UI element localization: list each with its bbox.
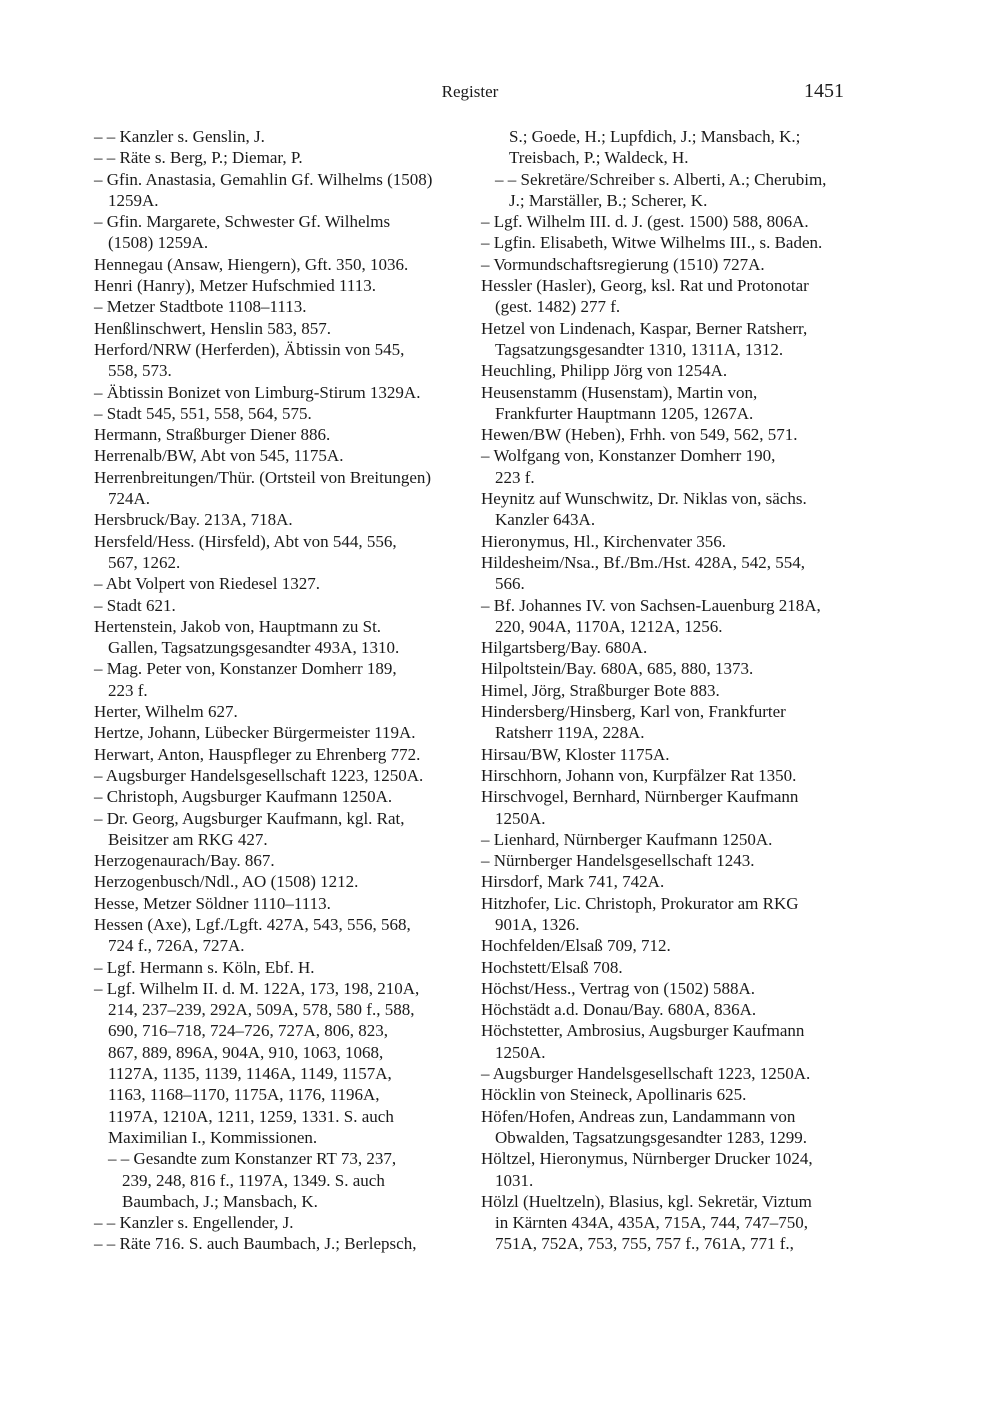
index-entry-line: Herrenalb/BW, Abt von 545, 1175A.: [94, 446, 344, 466]
index-entry-line: Tagsatzungsgesandter 1310, 1311A, 1312.: [495, 339, 784, 359]
index-entry-line: – Stadt 545, 551, 558, 564, 575.: [94, 403, 312, 423]
index-entry: [94, 850, 466, 871]
index-entry-line: Herzogenbusch/Ndl., AO (1508) 1212.: [94, 872, 359, 892]
index-entry: [94, 765, 466, 786]
index-entry: [481, 637, 853, 658]
index-entry: [481, 957, 853, 978]
index-entry: [94, 211, 466, 254]
index-entry: [481, 552, 853, 595]
index-entry: [481, 382, 853, 425]
index-entry-line: Obwalden, Tagsatzungsgesandter 1283, 1299.: [495, 1127, 807, 1147]
index-entry-line: – Augsburger Handelsgesellschaft 1223, 1250A.: [481, 1064, 811, 1084]
index-entry-line: Herwart, Anton, Hauspfleger zu Ehrenberg 772.: [94, 744, 421, 764]
index-entry-line: Maximilian I., Kommissionen.: [108, 1127, 318, 1147]
index-entry-line: in Kärnten 434A, 435A, 715A, 744, 747–750,: [495, 1213, 809, 1233]
index-entry: [94, 786, 466, 807]
index-entry-line: 214, 237–239, 292A, 509A, 578, 580 f., 588,: [108, 1000, 415, 1020]
index-entry: [94, 808, 466, 851]
index-entry: [94, 573, 466, 594]
index-entry-line: Hessen (Axe), Lgf./Lgft. 427A, 543, 556, 568,: [94, 914, 411, 934]
index-entry: [94, 147, 466, 168]
index-entry: [94, 722, 466, 743]
index-entry: [94, 978, 466, 1148]
index-entry: [481, 871, 853, 892]
index-entry-line: 1127A, 1135, 1139, 1146A, 1149, 1157A,: [108, 1064, 392, 1084]
index-entry: [481, 595, 853, 638]
index-entry: [481, 765, 853, 786]
index-entry-line: Hieronymus, Hl., Kirchenvater 356.: [481, 531, 727, 551]
index-entry-line: Hetzel von Lindenach, Kaspar, Berner Ratsherr,: [481, 318, 808, 338]
index-entry: [94, 403, 466, 424]
index-entry-line: Henri (Hanry), Metzer Hufschmied 1113.: [94, 276, 376, 296]
index-entry-line: Höchstetter, Ambrosius, Augsburger Kaufmann: [481, 1021, 805, 1041]
index-entry-line: – Vormundschaftsregierung (1510) 727A.: [481, 254, 765, 274]
index-entry-line: – Nürnberger Handelsgesellschaft 1243.: [481, 851, 755, 871]
index-entry-line: 690, 716–718, 724–726, 727A, 806, 823,: [108, 1021, 389, 1041]
index-entry-line: Hölzl (Hueltzeln), Blasius, kgl. Sekretär, Viztum: [481, 1191, 812, 1211]
index-entry: [481, 211, 853, 232]
index-entry-line: 901A, 1326.: [495, 914, 580, 934]
index-entry-line: – Gfin. Margarete, Schwester Gf. Wilhelms: [94, 212, 391, 232]
index-entry-line: – Christoph, Augsburger Kaufmann 1250A.: [94, 787, 393, 807]
index-entry: [481, 658, 853, 679]
index-entry: [94, 871, 466, 892]
index-entry-line: 223 f.: [108, 680, 148, 700]
index-entry: [94, 701, 466, 722]
running-head: Register: [441, 82, 499, 101]
index-entry-line: 239, 248, 816 f., 1197A, 1349. S. auch: [122, 1170, 385, 1190]
index-entry-line: 1250A.: [495, 808, 546, 828]
index-entry: [481, 232, 853, 253]
index-entry: [481, 935, 853, 956]
index-entry: [481, 978, 853, 999]
index-entry-line: Hirschhorn, Johann von, Kurpfälzer Rat 1350.: [481, 765, 797, 785]
index-entry: [481, 424, 853, 445]
index-entry-line: 1031.: [495, 1170, 534, 1190]
index-entry: [481, 360, 853, 381]
index-entry: [94, 169, 466, 212]
index-entry-line: (1508) 1259A.: [108, 233, 209, 253]
index-entry-line: Hertenstein, Jakob von, Hauptmann zu St.: [94, 616, 382, 636]
index-entry-line: 751A, 752A, 753, 755, 757 f., 761A, 771 f.,: [495, 1234, 794, 1254]
index-entry-line: 567, 1262.: [108, 552, 181, 572]
index-entry-line: 1163, 1168–1170, 1175A, 1176, 1196A,: [108, 1085, 380, 1105]
index-entry: [94, 126, 466, 147]
index-entry-line: Hesse, Metzer Söldner 1110–1113.: [94, 893, 331, 913]
index-entry-line: – Stadt 621.: [94, 595, 176, 615]
index-entry-line: – Abt Volpert von Riedesel 1327.: [94, 574, 321, 594]
index-entry-line: – Lgfin. Elisabeth, Witwe Wilhelms III., s. Baden.: [481, 233, 823, 253]
index-entry: [481, 1020, 853, 1063]
index-entry-line: Hersbruck/Bay. 213A, 718A.: [94, 510, 293, 530]
index-entry-line: – Metzer Stadtbote 1108–1113.: [94, 297, 307, 317]
index-entry-line: – Bf. Johannes IV. von Sachsen-Lauenburg 218A,: [481, 595, 821, 615]
index-entry-line: – Wolfgang von, Konstanzer Domherr 190,: [481, 446, 776, 466]
index-entry-line: Hennegau (Ansaw, Hiengern), Gft. 350, 1036.: [94, 254, 409, 274]
index-entry-line: Herrenbreitungen/Thür. (Ortsteil von Breitungen): [94, 467, 432, 487]
index-entry-line: – Augsburger Handelsgesellschaft 1223, 1250A.: [94, 765, 424, 785]
index-entry: [481, 1063, 853, 1084]
index-entry: [481, 744, 853, 765]
index-entry-line: Kanzler 643A.: [495, 510, 596, 530]
index-entry-line: Hindersberg/Hinsberg, Karl von, Frankfurter: [481, 702, 786, 722]
index-entry: [481, 275, 853, 318]
index-entry: [94, 914, 466, 957]
index-entry: [481, 318, 853, 361]
index-entry-line: Hochfelden/Elsaß 709, 712.: [481, 936, 671, 956]
index-entry-line: Baumbach, J.; Mansbach, K.: [122, 1191, 318, 1211]
index-entry: [94, 467, 466, 510]
index-entry: [481, 1148, 853, 1191]
index-entry: [94, 275, 466, 296]
index-entry-line: 1259A.: [108, 190, 159, 210]
index-column-right: [481, 126, 853, 1255]
index-entry: [94, 424, 466, 445]
index-entry-line: Heuchling, Philipp Jörg von 1254A.: [481, 361, 728, 381]
index-entry: [481, 999, 853, 1020]
index-entry-line: Hildesheim/Nsa., Bf./Bm./Hst. 428A, 542, 554,: [481, 552, 805, 572]
index-entry: [94, 1233, 466, 1254]
index-entry-line: Hirsdorf, Mark 741, 742A.: [481, 872, 665, 892]
index-entry: [94, 339, 466, 382]
index-entry-line: Ratsherr 119A, 228A.: [495, 723, 645, 743]
index-entry: [94, 616, 466, 659]
index-entry-line: – – Kanzler s. Genslin, J.: [94, 127, 265, 146]
index-column-left: [94, 126, 466, 1255]
index-entry: [481, 850, 853, 871]
index-entry: [481, 445, 853, 488]
index-entry-line: Hewen/BW (Heben), Frhh. von 549, 562, 571.: [481, 425, 798, 445]
index-entry: [481, 786, 853, 829]
index-entry-line: 867, 889, 896A, 904A, 910, 1063, 1068,: [108, 1042, 384, 1062]
index-entry-line: – Lgf. Hermann s. Köln, Ebf. H.: [94, 957, 315, 977]
index-entry-line: Heynitz auf Wunschwitz, Dr. Niklas von, sächs.: [481, 489, 807, 509]
index-entry-line: 724A.: [108, 489, 151, 509]
index-entry-line: 1250A.: [495, 1042, 546, 1062]
index-entry: [481, 169, 853, 212]
index-entry-line: Hitzhofer, Lic. Christoph, Prokurator am RKG: [481, 893, 799, 913]
index-entry-line: – – Räte 716. S. auch Baumbach, J.; Berlepsch,: [94, 1234, 417, 1254]
index-entry-line: 1197A, 1210A, 1211, 1259, 1331. S. auch: [108, 1106, 394, 1126]
index-entry: [481, 254, 853, 275]
index-entry-line: 223 f.: [495, 467, 535, 487]
index-entry-line: Hilpoltstein/Bay. 680A, 685, 880, 1373.: [481, 659, 754, 679]
index-entry-line: – Dr. Georg, Augsburger Kaufmann, kgl. Rat,: [94, 808, 405, 828]
index-entry-line: Herter, Wilhelm 627.: [94, 702, 238, 722]
index-entry-line: – Mag. Peter von, Konstanzer Domherr 189,: [94, 659, 397, 679]
index-entry-line: J.; Marställer, B.; Scherer, K.: [509, 190, 708, 210]
index-entry: [94, 1212, 466, 1233]
index-entry-line: Hochstett/Elsaß 708.: [481, 957, 623, 977]
index-entry: [94, 595, 466, 616]
index-entry-line: 220, 904A, 1170A, 1212A, 1256.: [495, 616, 723, 636]
index-entry-line: – – Räte s. Berg, P.; Diemar, P.: [94, 148, 303, 168]
index-entry: [94, 957, 466, 978]
index-entry-line: Himel, Jörg, Straßburger Bote 883.: [481, 680, 720, 700]
index-entry-line: – – Gesandte zum Konstanzer RT 73, 237,: [108, 1149, 397, 1169]
index-entry-line: Höchst/Hess., Vertrag von (1502) 588A.: [481, 978, 756, 998]
index-entry: [481, 1191, 853, 1255]
index-entry: [94, 254, 466, 275]
index-entry: [481, 701, 853, 744]
index-entry-line: 724 f., 726A, 727A.: [108, 936, 245, 956]
index-entry-line: – – Kanzler s. Engellender, J.: [94, 1213, 294, 1233]
index-entry-line: Herford/NRW (Herferden), Äbtissin von 545,: [94, 339, 405, 359]
index-entry: [481, 488, 853, 531]
index-entry-line: Beisitzer am RKG 427.: [108, 829, 268, 849]
index-entry-line: Hersfeld/Hess. (Hirsfeld), Abt von 544, 556,: [94, 531, 397, 551]
index-entry-line: Höchstädt a.d. Donau/Bay. 680A, 836A.: [481, 1000, 757, 1020]
index-entry-line: Heusenstamm (Husenstam), Martin von,: [481, 382, 758, 402]
index-entry-line: Hertze, Johann, Lübecker Bürgermeister 119A.: [94, 723, 416, 743]
index-entry-line: Hermann, Straßburger Diener 886.: [94, 425, 331, 445]
index-entry-line: 566.: [495, 574, 525, 594]
index-entry: [481, 680, 853, 701]
index-entry: [481, 893, 853, 936]
index-entry: [481, 1084, 853, 1105]
index-entry-line: – Lienhard, Nürnberger Kaufmann 1250A.: [481, 829, 773, 849]
index-entry: [94, 1148, 466, 1212]
index-entry: [94, 318, 466, 339]
index-entry: [481, 531, 853, 552]
index-entry-line: Höcklin von Steineck, Apollinaris 625.: [481, 1085, 747, 1105]
index-entry-line: – Lgf. Wilhelm III. d. J. (gest. 1500) 588, 806A.: [481, 212, 809, 232]
index-entry: [481, 1106, 853, 1149]
index-entry-line: Gallen, Tagsatzungsgesandter 493A, 1310.: [108, 638, 400, 658]
page-number: 1451: [804, 80, 844, 102]
index-entry: [94, 658, 466, 701]
index-entry: [94, 893, 466, 914]
index-entry-line: Hirschvogel, Bernhard, Nürnberger Kaufmann: [481, 787, 799, 807]
index-entry: [94, 531, 466, 574]
index-entry: [94, 382, 466, 403]
index-entry-line: – Gfin. Anastasia, Gemahlin Gf. Wilhelms (1508): [94, 169, 433, 189]
index-entry-line: Hessler (Hasler), Georg, ksl. Rat und Protonotar: [481, 276, 809, 296]
index-entry-line: – Lgf. Wilhelm II. d. M. 122A, 173, 198, 210A,: [94, 978, 420, 998]
index-entry-line: Treisbach, P.; Waldeck, H.: [509, 148, 689, 168]
index-entry: [481, 126, 853, 169]
index-entry: [94, 744, 466, 765]
index-entry-line: Frankfurter Hauptmann 1205, 1267A.: [495, 403, 754, 423]
index-entry-line: Hirsau/BW, Kloster 1175A.: [481, 744, 670, 764]
index-entry: [481, 829, 853, 850]
index-entry: [94, 296, 466, 317]
index-entry-line: S.; Goede, H.; Lupfdich, J.; Mansbach, K.;: [509, 127, 801, 146]
index-entry-line: – Äbtissin Bonizet von Limburg-Stirum 1329A.: [94, 382, 421, 402]
index-entry-line: – – Sekretäre/Schreiber s. Alberti, A.; Cherubim,: [495, 169, 827, 189]
index-entry-line: Höfen/Hofen, Andreas zun, Landammann von: [481, 1106, 796, 1126]
index-entry-line: 558, 573.: [108, 361, 172, 381]
index-entry-line: Henßlinschwert, Henslin 583, 857.: [94, 318, 332, 338]
index-entry-line: Herzogenaurach/Bay. 867.: [94, 851, 275, 871]
index-entry: [94, 445, 466, 466]
index-entry-line: Höltzel, Hieronymus, Nürnberger Drucker 1024,: [481, 1149, 813, 1169]
index-entry: [94, 509, 466, 530]
index-entry-line: Hilgartsberg/Bay. 680A.: [481, 638, 648, 658]
index-entry-line: (gest. 1482) 277 f.: [495, 297, 621, 317]
